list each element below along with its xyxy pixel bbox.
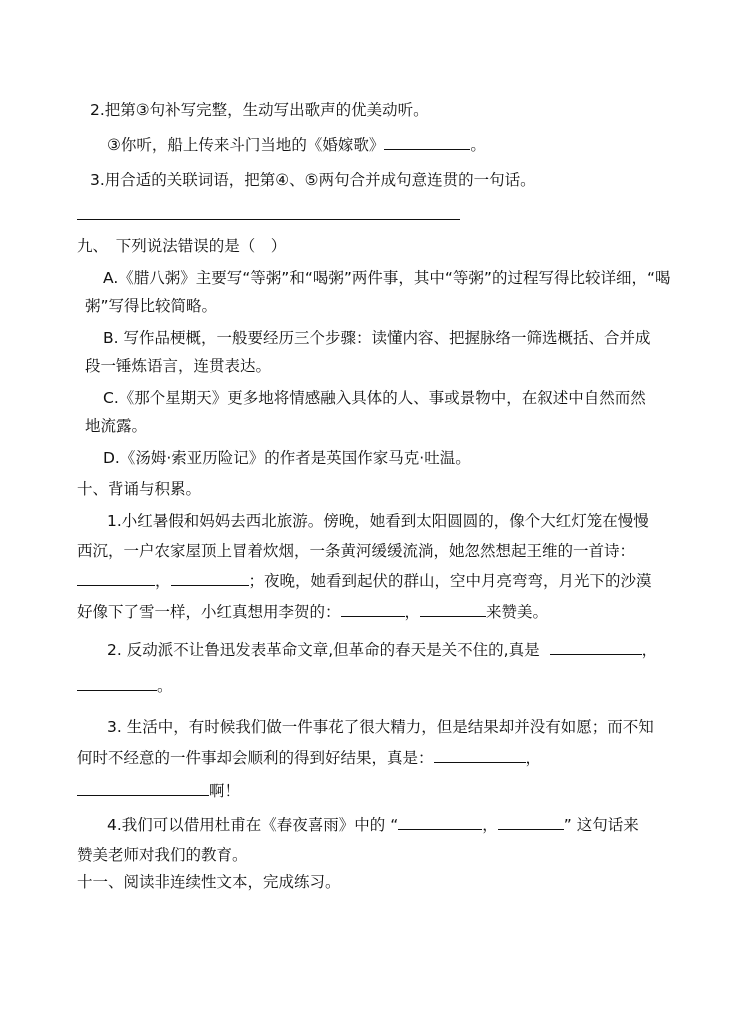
q11-heading (77, 872, 341, 892)
answer-blank[interactable] (434, 748, 526, 763)
q8-item2-sentence-text: ③你听，船上传来斗门当地的《婚嫁歌》 (107, 136, 385, 154)
q10-item1-text2: 西沉，一户农家屋顶上冒着炊烟，一条黄河缓缓流淌，她忽然想起王维的一首诗： (77, 542, 636, 560)
q9-option-a-text1: A.《腊八粥》主要写“等粥”和“喝粥”两件事，其中“等粥”的过程写得比较详细，“喝 (103, 269, 671, 287)
q9-option-b-line2 (85, 356, 271, 376)
q10-item4-line1 (107, 815, 639, 835)
q10-item1-line1 (107, 511, 649, 531)
answer-blank[interactable] (171, 571, 249, 586)
q8-item2-end: 。 (470, 136, 486, 154)
q9-option-c-text1: C.《那个星期天》更多地将情感融入具体的人、事或景物中，在叙述中自然而然 (103, 389, 646, 407)
answer-blank[interactable] (384, 135, 470, 150)
q10-item1-text4: 好像下了雪一样，小红真想用李贺的： (77, 603, 341, 621)
q10-item1-line3 (77, 571, 652, 591)
q9-option-a-line2 (85, 296, 217, 316)
q9-heading-text: 九、 下列说法错误的是（ ） (77, 237, 287, 255)
q10-item3-line1 (107, 717, 654, 737)
q9-heading (77, 236, 286, 256)
q10-item4-text1: 4.我们可以借用杜甫在《春夜喜雨》中的 “ (107, 816, 399, 834)
q9-option-d (103, 448, 471, 468)
q9-option-c-line1 (103, 388, 646, 408)
q8-item2 (90, 100, 429, 120)
answer-blank[interactable] (341, 602, 405, 617)
q10-item1-line4 (77, 602, 548, 622)
q9-option-a-line1 (103, 268, 670, 288)
q8-item2-text: 2.把第③句补写完整，生动写出歌声的优美动听。 (90, 101, 429, 119)
q9-option-b-text1: B. 写作品梗概，一般要经历三个步骤：读懂内容、把握脉络一筛选概括、合并成 (103, 329, 651, 347)
q10-item2-text: 2. 反动派不让鲁迅发表革命文章,但革命的春天是关不住的,真是 (107, 641, 540, 659)
q10-item2-comma: ， (641, 641, 658, 659)
q10-item3-line3 (77, 781, 240, 801)
answer-line[interactable] (77, 219, 460, 220)
q9-option-b-line1 (103, 328, 651, 348)
answer-blank[interactable] (550, 640, 642, 655)
q10-item4-comma: ， (482, 816, 498, 834)
q10-heading-text: 十、背诵与积累。 (77, 480, 202, 498)
q10-item2-line2 (77, 676, 173, 696)
q10-item3-comma: ， (525, 749, 542, 767)
answer-blank[interactable] (398, 815, 482, 830)
q9-option-c-line2 (85, 416, 147, 436)
answer-blank[interactable] (77, 676, 157, 691)
q10-item3-text1: 3. 生活中，有时候我们做一件事花了很大精力，但是结果却并没有如愿；而不知 (107, 718, 654, 736)
q11-heading-text: 十一、阅读非连续性文本，完成练习。 (77, 873, 341, 891)
q10-item4-text3: 赞美老师对我们的教育。 (77, 846, 248, 864)
q10-item1-text3: ；夜晚，她看到起伏的群山，空中月亮弯弯，月光下的沙漠 (248, 572, 652, 590)
answer-blank[interactable] (77, 781, 209, 796)
answer-blank[interactable] (77, 571, 155, 586)
q10-item1-comma2: ， (404, 603, 421, 621)
q8-item3 (90, 170, 536, 190)
q10-item3-text2: 何时不经意的一件事却会顺利的得到好结果，真是： (77, 749, 434, 767)
q8-item3-text: 3.用合适的关联词语，把第④、⑤两句合并成句意连贯的一句话。 (90, 171, 536, 189)
q8-item2-sentence (107, 135, 486, 155)
q10-item3-end: 啊！ (209, 782, 241, 800)
q10-item1-comma: ， (155, 572, 171, 590)
q9-option-d-text: D.《汤姆·索亚历险记》的作者是英国作家马克·吐温。 (103, 449, 471, 467)
q10-item2-end: 。 (157, 677, 173, 695)
q9-option-a-text2: 粥”写得比较简略。 (85, 297, 218, 315)
answer-blank[interactable] (498, 815, 564, 830)
q9-option-c-text2: 地流露。 (85, 417, 148, 435)
q10-heading (77, 479, 201, 499)
q10-item2-line1 (107, 640, 657, 660)
q10-item1-line2 (77, 541, 635, 561)
q10-item4-line2 (77, 845, 248, 865)
q10-item4-text2: ” 这句话来 (563, 816, 639, 834)
q9-option-b-text2: 段一锤炼语言，连贯表达。 (85, 357, 272, 375)
answer-blank[interactable] (420, 602, 486, 617)
q10-item1-text1: 1.小红暑假和妈妈去西北旅游。傍晚，她看到太阳圆圆的，像个大红灯笼在慢慢 (107, 512, 649, 530)
q10-item3-line2 (77, 748, 541, 768)
q10-item1-end: 来赞美。 (486, 603, 549, 621)
